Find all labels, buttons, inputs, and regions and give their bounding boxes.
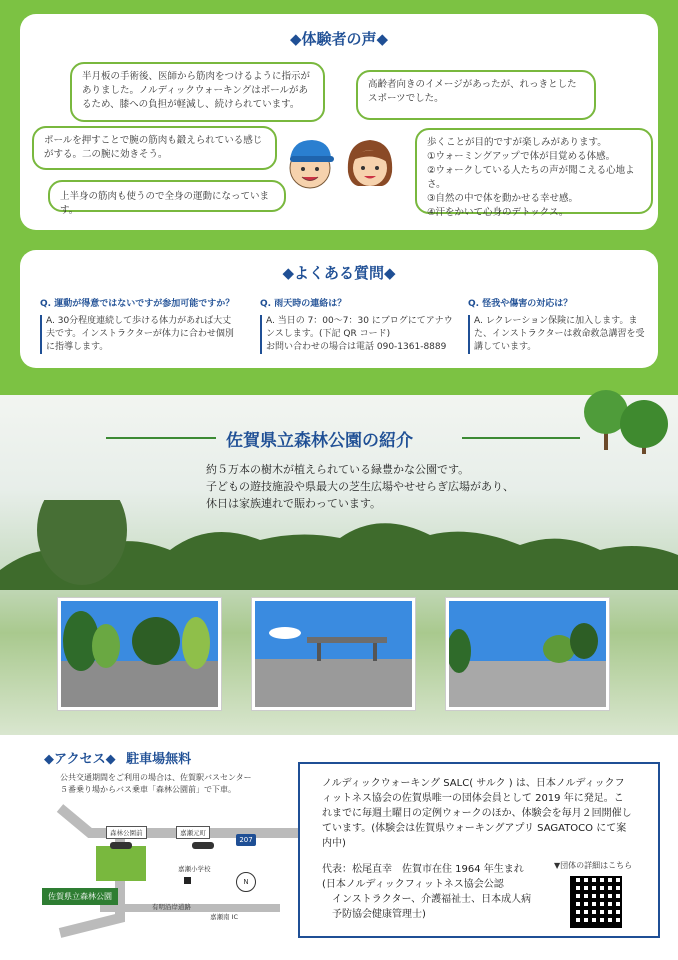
faq-question: Q. 怪我や傷害の対応は？	[468, 299, 573, 309]
voice-bubble-5: 歩くことが目的ですが楽しみがあります。 ①ウォーミングアップで体が目覚める体感。 ②ウォークしている人たちの声が聞こえる心地よさ。 ③自然の中で体を動かせる幸せ感。 ④汗をかいて心身のデトックス。	[415, 128, 653, 214]
compass-icon: N	[236, 872, 256, 892]
school-marker	[184, 877, 191, 884]
traffic-light-icon	[110, 842, 132, 849]
voice-bubble-4: 高齢者向きのイメージがあったが、れっきとしたスポーツでした。	[356, 70, 596, 120]
park-title-line-left	[106, 437, 216, 439]
map-label-stop1: 森林公園前	[106, 826, 147, 839]
faq-answer: A. 30分程度連続して歩ける体力があれば大丈夫です。インストラクターが体力に合わせ個別に指導します。	[40, 315, 240, 354]
faq-title: ◆よくある質問◆	[282, 264, 396, 282]
tree-line-illustration	[0, 500, 678, 590]
faq-answer: A. レクレーション保険に加入します。また、インストラクターは救命救急講習を受講しています。	[468, 315, 648, 354]
voices-title: ◆体験者の声◆	[289, 30, 389, 48]
qr-label: ▼団体の詳細はこちら	[554, 861, 633, 870]
faq-item-3	[468, 298, 648, 354]
map-label-stop2: 嘉瀬元町	[176, 826, 210, 839]
man-character-icon	[282, 132, 338, 192]
park-photo-1	[58, 598, 221, 710]
traffic-light-icon	[192, 842, 214, 849]
faq-answer: A. 当日の 7：00〜7：30 にブログにてアナウンスします。(下記 QR コード) お問い合わせの場合は電話 090-1361-8889	[260, 315, 455, 354]
group-intro: ノルディックウォーキング SALC( サルク ) は、日本ノルディックフィットネス協会の佐賀県唯一の団体会員として 2019 年に発足。これまでに毎週土曜日の定例ウォークのほか、体験会を毎月２回開催しています。(体験会は佐賀県ウォーキングアプリ SAGATOCO にて案内中)	[322, 778, 632, 849]
access-title	[44, 748, 191, 767]
park-photo-3	[446, 598, 609, 710]
faq-item-2	[260, 298, 455, 354]
group-info-box	[298, 762, 660, 938]
access-note: 公共交通期間をご利用の場合は、佐賀駅バスセンター ５番乗り場からバス乗車「森林公園前」で下車。	[60, 773, 252, 794]
access-map	[40, 798, 300, 938]
voice-bubble-1: 半月板の手術後、医師から筋肉をつけるように指示がありました。ノルディックウォーキングはポールがあるため、膝への負担が軽減し、続けられています。	[70, 62, 325, 122]
map-label-ic: 嘉瀬南 IC	[210, 913, 239, 921]
park-title: 佐賀県立森林公園の紹介	[226, 431, 413, 451]
park-photo-2	[252, 598, 415, 710]
access-heading: ◆アクセス◆	[44, 752, 116, 767]
park-map-label: 佐賀県立森林公園	[42, 888, 118, 905]
voice-bubble-2: ポールを押すことで腕の筋肉も鍛えられている感じがする。二の腕に効きそう。	[32, 126, 277, 170]
parking-free-label: 駐車場無料	[126, 752, 192, 767]
voices-card	[20, 14, 658, 230]
faq-item-1	[40, 298, 240, 354]
map-label-road: 有明沿岸道路	[152, 903, 191, 911]
faq-question: Q. 雨天時の連絡は？	[260, 299, 347, 309]
representative-info: 代表：松尾直幸 佐賀市在住 1964 年生まれ (日本ノルディックフィットネス協会公認 インストラクター、介護福祉士、日本成人病 予防協会健康管理士)	[322, 864, 532, 920]
park-title-line-right	[462, 437, 580, 439]
qr-code-icon[interactable]	[570, 876, 622, 928]
faq-question: Q. 運動が得意ではないですが参加可能ですか？	[40, 299, 235, 309]
park-description: 約５万本の樹木が植えられている緑豊かな公園です。 子どもの遊技施設や県最大の芝生広場やせせらぎ広場があり、 休日は家族連れで賑わっています。	[206, 463, 514, 510]
tree-icon	[580, 386, 672, 458]
faq-card	[20, 250, 658, 368]
woman-character-icon	[342, 132, 398, 192]
map-label-school: 嘉瀬小学校	[178, 865, 211, 873]
voice-bubble-3: 上半身の筋肉も使うので全身の運動になっています。	[48, 180, 286, 212]
route-207-sign: 207	[236, 834, 256, 846]
